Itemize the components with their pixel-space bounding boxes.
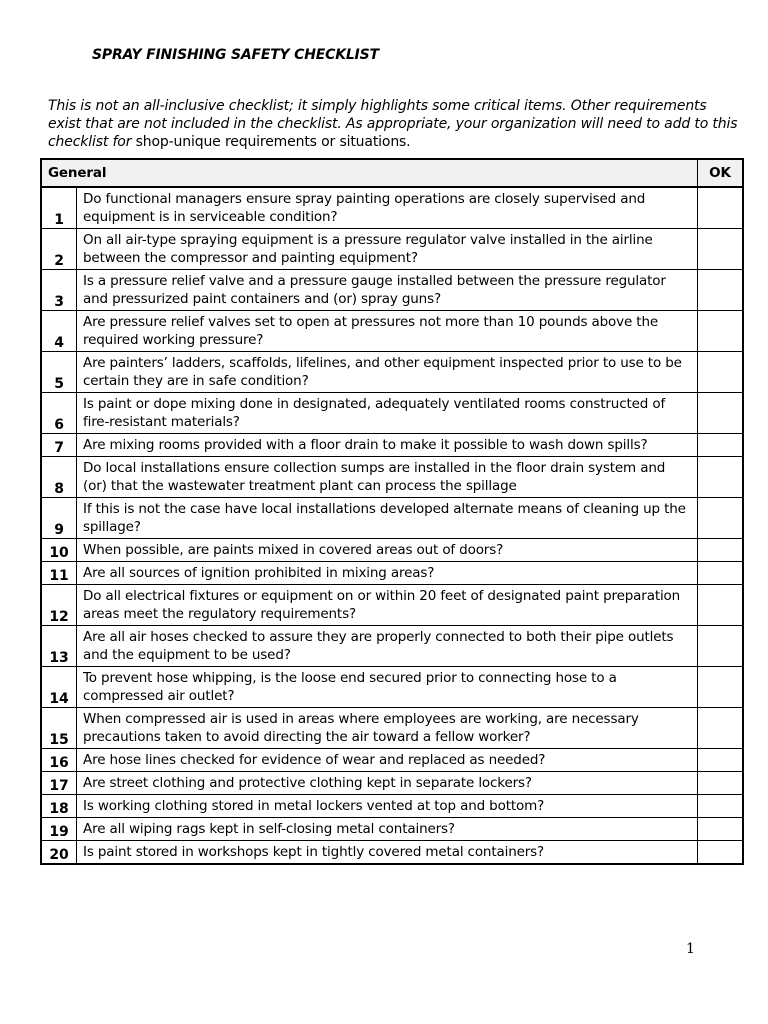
item-number: 9 <box>41 498 77 539</box>
item-number: 12 <box>41 585 77 626</box>
intro-plain-text: shop-unique requirements or situations. <box>131 134 411 150</box>
ok-checkbox-cell[interactable] <box>698 749 744 772</box>
item-question: Are painters’ ladders, scaffolds, lifelines, and other equipment inspected prior to use to be certain they are in safe condition? <box>77 352 698 393</box>
item-question: To prevent hose whipping, is the loose end secured prior to connecting hose to a compressed air outlet? <box>77 667 698 708</box>
item-question: Do all electrical fixtures or equipment on or within 20 feet of designated paint preparation areas meet the regulatory requirements? <box>77 585 698 626</box>
table-row <box>41 457 743 498</box>
item-number: 13 <box>41 626 77 667</box>
ok-checkbox-cell[interactable] <box>698 352 744 393</box>
item-number: 2 <box>41 229 77 270</box>
ok-checkbox-cell[interactable] <box>698 457 744 498</box>
item-question: Do local installations ensure collection sumps are installed in the floor drain system and (or) that the wastewater treatment plant can process the spillage <box>77 457 698 498</box>
safety-checklist-table <box>40 158 744 865</box>
ok-checkbox-cell[interactable] <box>698 311 744 352</box>
table-row <box>41 708 743 749</box>
item-question: Are hose lines checked for evidence of wear and replaced as needed? <box>77 749 698 772</box>
table-row <box>41 749 743 772</box>
table-row <box>41 498 743 539</box>
item-number: 11 <box>41 562 77 585</box>
table-row <box>41 585 743 626</box>
item-number: 19 <box>41 818 77 841</box>
item-number: 15 <box>41 708 77 749</box>
table-row <box>41 539 743 562</box>
item-number: 4 <box>41 311 77 352</box>
item-number: 20 <box>41 841 77 865</box>
item-question: Are pressure relief valves set to open at pressures not more than 10 pounds above the required working pressure? <box>77 311 698 352</box>
table-row <box>41 393 743 434</box>
table-row <box>41 311 743 352</box>
table-row <box>41 818 743 841</box>
table-row <box>41 772 743 795</box>
table-row <box>41 795 743 818</box>
item-question: On all air-type spraying equipment is a pressure regulator valve installed in the airline between the compressor and painting equipment? <box>77 229 698 270</box>
item-question: Are street clothing and protective clothing kept in separate lockers? <box>77 772 698 795</box>
item-question: Are mixing rooms provided with a floor drain to make it possible to wash down spills? <box>77 434 698 457</box>
ok-checkbox-cell[interactable] <box>698 667 744 708</box>
item-number: 8 <box>41 457 77 498</box>
table-header-row <box>41 159 743 187</box>
table-row <box>41 434 743 457</box>
ok-checkbox-cell[interactable] <box>698 772 744 795</box>
item-number: 16 <box>41 749 77 772</box>
checklist-body <box>41 187 743 864</box>
ok-checkbox-cell[interactable] <box>698 498 744 539</box>
item-question: Is working clothing stored in metal lockers vented at top and bottom? <box>77 795 698 818</box>
ok-checkbox-cell[interactable] <box>698 708 744 749</box>
ok-checkbox-cell[interactable] <box>698 818 744 841</box>
item-question: When compressed air is used in areas where employees are working, are necessary precautions taken to avoid directing the air toward a fellow worker? <box>77 708 698 749</box>
item-question: Is paint or dope mixing done in designated, adequately ventilated rooms constructed of fire-resistant materials? <box>77 393 698 434</box>
table-row <box>41 841 743 865</box>
ok-checkbox-cell[interactable] <box>698 562 744 585</box>
ok-checkbox-cell[interactable] <box>698 585 744 626</box>
item-question: Is paint stored in workshops kept in tightly covered metal containers? <box>77 841 698 865</box>
table-row <box>41 270 743 311</box>
ok-checkbox-cell[interactable] <box>698 270 744 311</box>
ok-checkbox-cell[interactable] <box>698 626 744 667</box>
item-question: Are all sources of ignition prohibited in mixing areas? <box>77 562 698 585</box>
ok-checkbox-cell[interactable] <box>698 795 744 818</box>
ok-checkbox-cell[interactable] <box>698 841 744 865</box>
item-number: 18 <box>41 795 77 818</box>
section-header-general: General <box>41 159 698 187</box>
item-question: If this is not the case have local installations developed alternate means of cleaning up the spillage? <box>77 498 698 539</box>
page-number: 1 <box>686 941 695 957</box>
intro-paragraph <box>48 97 738 151</box>
ok-checkbox-cell[interactable] <box>698 539 744 562</box>
item-number: 7 <box>41 434 77 457</box>
document-title: SPRAY FINISHING SAFETY CHECKLIST <box>92 47 379 63</box>
item-question: Are all air hoses checked to assure they are properly connected to both their pipe outlets and the equipment to be used? <box>77 626 698 667</box>
item-number: 6 <box>41 393 77 434</box>
table-row <box>41 187 743 229</box>
table-row <box>41 667 743 708</box>
item-number: 14 <box>41 667 77 708</box>
ok-checkbox-cell[interactable] <box>698 434 744 457</box>
item-question: Is a pressure relief valve and a pressure gauge installed between the pressure regulator and pressurized paint containers and (or) spray guns? <box>77 270 698 311</box>
item-number: 3 <box>41 270 77 311</box>
ok-checkbox-cell[interactable] <box>698 393 744 434</box>
table-row <box>41 626 743 667</box>
table-row <box>41 229 743 270</box>
item-question: When possible, are paints mixed in covered areas out of doors? <box>77 539 698 562</box>
item-number: 5 <box>41 352 77 393</box>
item-number: 1 <box>41 187 77 229</box>
item-question: Do functional managers ensure spray painting operations are closely supervised and equipment is in serviceable condition? <box>77 187 698 229</box>
item-number: 17 <box>41 772 77 795</box>
table-row <box>41 352 743 393</box>
item-number: 10 <box>41 539 77 562</box>
table-row <box>41 562 743 585</box>
item-question: Are all wiping rags kept in self-closing metal containers? <box>77 818 698 841</box>
ok-checkbox-cell[interactable] <box>698 229 744 270</box>
ok-checkbox-cell[interactable] <box>698 187 744 229</box>
ok-column-header: OK <box>698 159 744 187</box>
intro-italic-text: This is not an all-inclusive checklist; it simply highlights some critical items. Other requirements exist that are not included in the checklist. As appropriate, your organization will need to add to this checklist for <box>48 98 738 150</box>
